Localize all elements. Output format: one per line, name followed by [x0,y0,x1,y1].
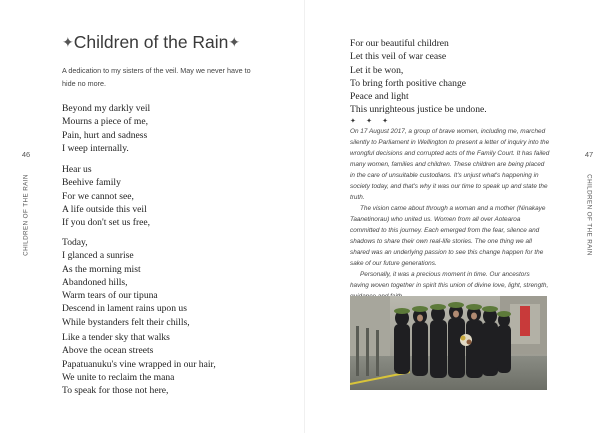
poem-line: Papatuanuku's vine wrapped in our hair, [62,358,216,370]
stanza [62,102,150,155]
poem-line: For our beautiful children [350,38,449,49]
running-head-text: CHILDREN OF THE RAIN [22,174,30,256]
poem-line: Beehive family [62,177,121,189]
poem-line: Pain, hurt and sadness [62,129,148,141]
poem-line: Let it be won, [350,64,404,76]
march-photo [350,296,547,390]
story-paragraph: Personally, it was a precious moment in time. Our ancestors having woven together in spirit this union of divine love, light, strength, [350,271,549,289]
poem-line: Let this veil of war cease [350,51,447,63]
star-ornament-icon: ✦ [228,34,241,50]
poem-line: If you don't set us free, [62,217,151,229]
gutter [304,0,305,433]
stanza [62,163,150,229]
poem-line: I glanced a sunrise [62,250,134,262]
dedication: A dedication to my sisters of the veil. May we never have to hide no more. [62,66,251,88]
running-head-left [21,170,31,260]
poem-line: Warm tears of our tipuna [62,290,158,302]
stanza [62,236,190,329]
poem-line: For we cannot see, [62,190,134,202]
poem-line: I weep internally. [62,142,129,154]
story-paragraph: On 17 August 2017, a group of brave women, including me, marched silently to Parliament in Wellington to present a letter of inquiry into the wrongful decisions and corrupted acts of the Family Court. It has failed many women, families and children. These children are being placed in the care of unsuitable custodians. It's unjust what's happening in society today, and that's why it was our time to speak up and state the truth. [350,128,550,201]
poem-line: To bring forth positive change [350,77,467,89]
poem-line: To speak for those not here, [62,385,169,397]
march-photo-illustration [350,296,547,390]
stanza [62,331,216,397]
running-head-right [584,170,594,260]
page-number-left: 46 [21,150,31,159]
poem-line: Beyond my darkly veil [62,103,151,114]
poem-line: While bystanders felt their chills, [62,316,190,328]
star-ornament-icon: ✦ [62,34,74,50]
poem-line: Peace and light [350,91,409,103]
poem-line: Descend in lament rains upon us [62,303,187,315]
poem-line: We unite to reclaim the mana [62,371,175,383]
poem-line: Mourns a piece of me, [62,116,149,128]
poem-line: This unrighteous justice be undone. [350,104,487,116]
story-text [350,126,550,302]
page-number-right: 47 [584,150,594,159]
poem-line: Hear us [62,164,92,175]
poem-line: As the morning mist [62,263,141,275]
section-divider-stars: ✦ ✦ ✦ [350,117,393,125]
story-paragraph: The vision came about through a woman and a mother (Ninakaye Taanetinorau) who united us. Women from all over Aotearoa committed to this journey. Each emerged from the fear, silence and shadows to share their own real-life stories. The one thing we all shared was an underlying passion to see this change happen for the sake of our future generations. [350,205,546,267]
title-text: Children of the Rain [73,32,229,52]
poem-line: Above the ocean streets [62,345,154,357]
poem-line: Today, [62,237,88,248]
stanza [350,37,487,117]
poem-line: A life outside this veil [62,203,147,215]
page-title [62,32,240,53]
running-head-text: CHILDREN OF THE RAIN [585,174,593,256]
poem-line: Abandoned hills, [62,276,128,288]
poem-line: Like a tender sky that walks [62,332,170,343]
